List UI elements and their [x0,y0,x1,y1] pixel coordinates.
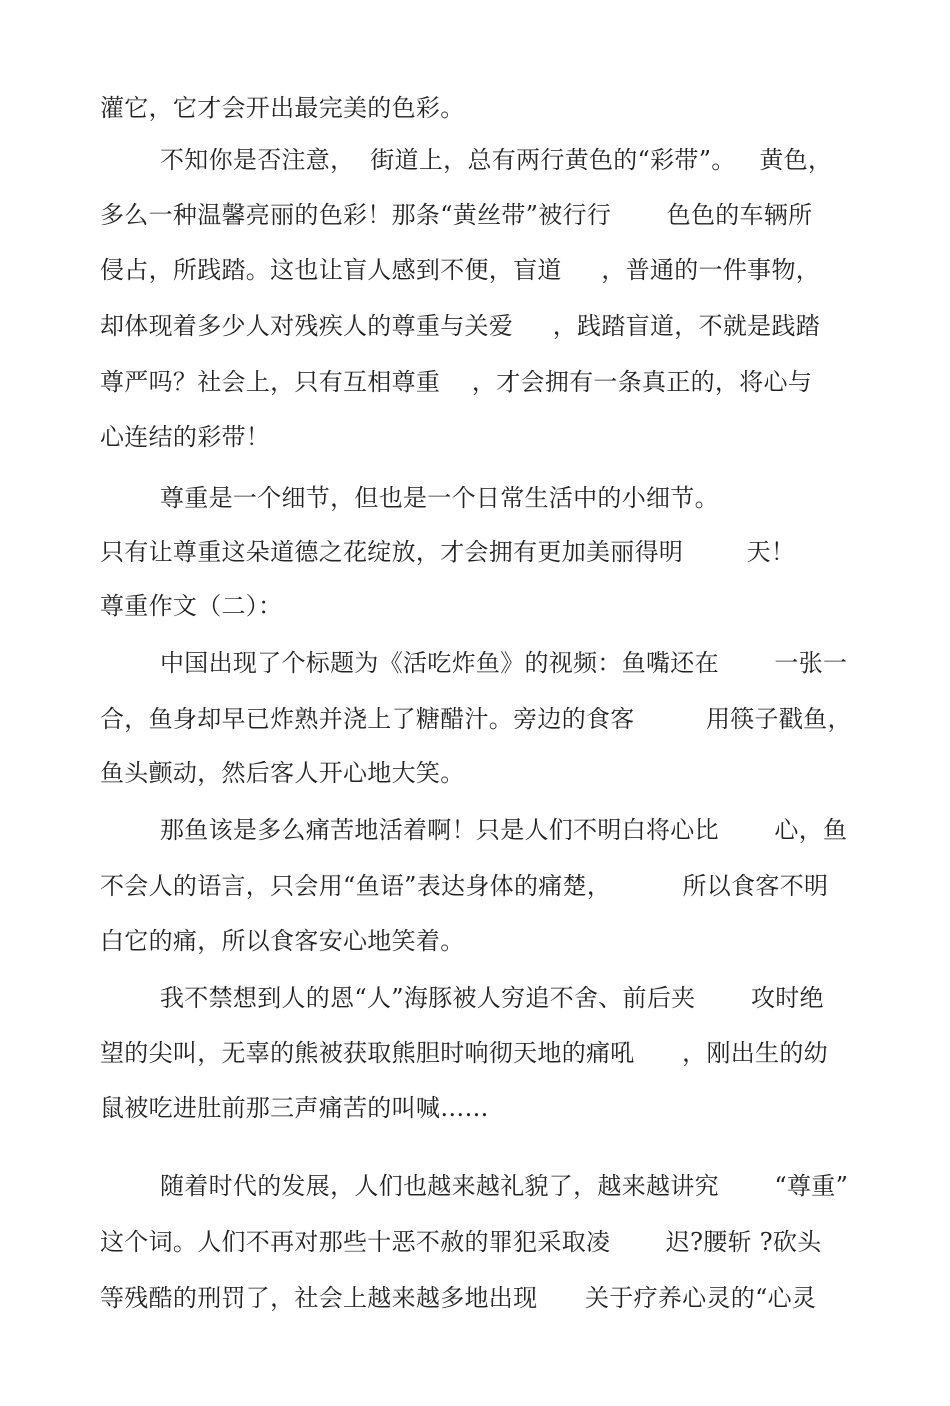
text-line: 鼠被吃进肚前那三声痛苦的叫喊…… [100,1094,489,1122]
text-line: 不知你是否注意， 街道上，总有两行黄色的“彩带”。 黄色， [160,146,833,174]
text-line: 灌它，它才会开出最完美的色彩。 [100,94,465,122]
text-line: 合，鱼身却早已炸熟并浇上了糖醋汁。旁边的食客 用筷子戳鱼， [100,705,852,733]
text-line: 只有让尊重这朵道德之花绽放，才会拥有更加美丽得明 天！ [100,538,796,566]
text-line: 不会人的语言，只会用“鱼语”表达身体的痛楚， 所以食客不明 [100,872,829,900]
text-line: 却体现着多少人对残疾人的尊重与关爱 ，践踏盲道，不就是践踏 [100,312,821,340]
text-line: 随着时代的发展，人们也越来越礼貌了，越来越讲究 “尊重” [160,1172,849,1200]
text-line: 尊严吗？社会上，只有互相尊重 ，才会拥有一条真正的，将心与 [100,368,813,396]
section-heading: 尊重作文（二）： [100,592,283,620]
text-line: 白它的痛，所以食客安心地笑着。 [100,927,465,955]
text-line: 这个词。人们不再对那些十恶不赦的罪犯采取凌 迟?腰斩 ?砍头 [100,1228,822,1256]
text-line: 尊重是一个细节，但也是一个日常生活中的小细节。 [160,484,719,512]
text-line: 心连结的彩带！ [100,423,271,451]
text-line: 等残酷的刑罚了，社会上越来越多地出现 关于疗养心灵的“心灵 [100,1284,817,1312]
text-line: 鱼头颤动，然后客人开心地大笑。 [100,759,465,787]
text-line: 侵占，所践踏。这也让盲人感到不便，盲道 ，普通的一件事物， [100,256,821,284]
text-line: 望的尖叫，无辜的熊被获取熊胆时响彻天地的痛吼 ，刚出生的幼 [100,1039,828,1067]
text-line: 我不禁想到人的恩“人”海豚被人穷追不舍、前后夹 攻时绝 [160,984,824,1012]
text-line: 那鱼该是多么痛苦地活着啊！只是人们不明白将心比 心，鱼 [160,816,848,844]
text-line: 多么一种温馨亮丽的色彩！那条“黄丝带”被行行 色色的车辆所 [100,201,813,229]
text-line: 中国出现了个标题为《活吃炸鱼》的视频：鱼嘴还在 一张一 [160,649,848,677]
